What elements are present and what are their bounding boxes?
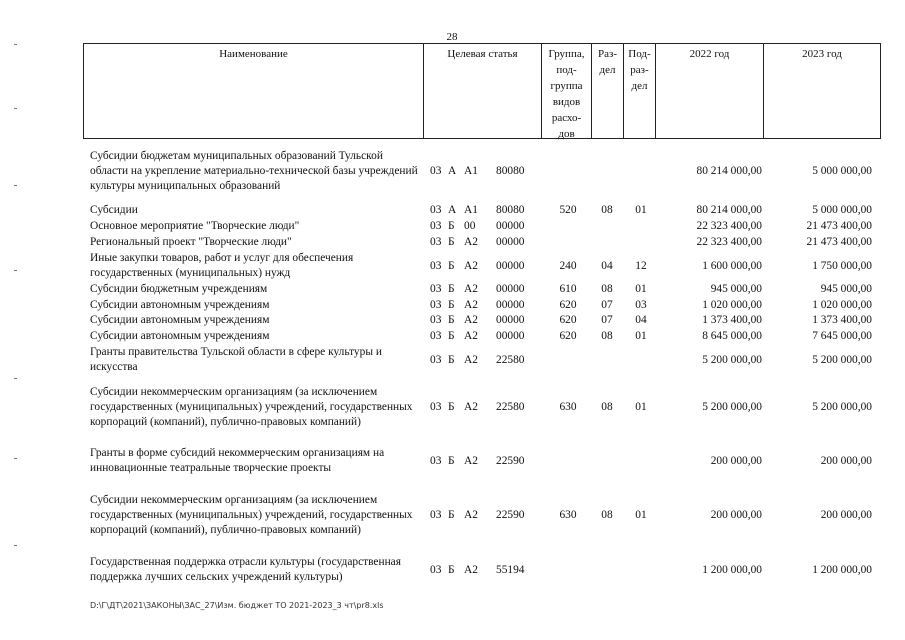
page-number: 28 [446, 31, 458, 43]
row-code-direction: 00000 [496, 236, 525, 248]
scan-mark [14, 270, 17, 271]
header-target-article: Целевая статья [424, 44, 542, 138]
row-expense-group [548, 446, 588, 476]
row-amount-2022: 22 323 400,00 [696, 220, 762, 232]
header-year-2022: 2022 год [656, 44, 764, 138]
row-amount-2023: 21 473 400,00 [806, 220, 872, 232]
row-amount-2023: 5 200 000,00 [812, 401, 872, 413]
row-code-program: 03 [430, 204, 442, 216]
row-code-direction: 80080 [496, 165, 525, 177]
table-row [90, 202, 882, 218]
table-row [90, 251, 882, 281]
table-row [90, 297, 882, 313]
row-code-subprogram: Б [448, 564, 455, 576]
row-amount-2023: 7 645 000,00 [812, 330, 872, 342]
table-header [83, 43, 881, 139]
row-code-subprogram: Б [448, 455, 455, 467]
row-code-direction: 55194 [496, 564, 525, 576]
row-code-program: 03 [430, 314, 442, 326]
table-row [90, 218, 882, 234]
row-code-event: А2 [464, 564, 478, 576]
row-section [594, 446, 620, 476]
row-code-subprogram: А [448, 165, 457, 177]
row-code-program: 03 [430, 283, 442, 295]
row-name: Иные закупки товаров, работ и услуг для обеспечения государственных (муниципальных) нужд [90, 252, 354, 279]
row-name: Гранты правительства Тульской области в сфере культуры и искусства [90, 346, 382, 373]
row-section [594, 234, 620, 250]
row-expense-group: 620 [559, 299, 577, 311]
row-code-event: А2 [464, 354, 478, 366]
row-subsection [628, 147, 654, 195]
row-amount-2023: 5 200 000,00 [812, 354, 872, 366]
scan-mark [14, 545, 17, 546]
row-code-direction: 00000 [496, 260, 525, 272]
row-amount-2022: 8 645 000,00 [702, 330, 762, 342]
row-expense-group [548, 234, 588, 250]
row-section: 08 [601, 401, 613, 413]
row-code-subprogram: Б [448, 220, 455, 232]
row-code-direction: 00000 [496, 299, 525, 311]
row-code-event: А1 [464, 165, 478, 177]
row-code-direction: 00000 [496, 314, 525, 326]
row-code-event: А2 [464, 330, 478, 342]
row-code-program: 03 [430, 330, 442, 342]
row-code-event: А2 [464, 455, 478, 467]
header-section: Раз- дел [592, 44, 624, 138]
row-code-subprogram: Б [448, 330, 455, 342]
row-code-event: А2 [464, 314, 478, 326]
row-expense-group: 630 [559, 509, 577, 521]
row-subsection: 12 [635, 260, 647, 272]
row-amount-2022: 22 323 400,00 [696, 236, 762, 248]
row-code-program: 03 [430, 236, 442, 248]
row-code-event: А2 [464, 236, 478, 248]
row-name: Субсидии автономным учреждениям [90, 313, 270, 326]
row-subsection [628, 548, 654, 592]
row-code-direction: 22590 [496, 455, 525, 467]
row-code-subprogram: Б [448, 314, 455, 326]
row-code-program: 03 [430, 401, 442, 413]
row-subsection [628, 234, 654, 250]
row-expense-group [548, 147, 588, 195]
scan-mark [14, 185, 17, 186]
row-code-direction: 22580 [496, 354, 525, 366]
row-section [594, 345, 620, 375]
scan-mark [14, 108, 17, 109]
row-code-direction: 80080 [496, 204, 525, 216]
row-code-program: 03 [430, 564, 442, 576]
row-code-event: А2 [464, 283, 478, 295]
scan-mark [14, 378, 17, 379]
row-code-event: А2 [464, 299, 478, 311]
row-expense-group: 240 [559, 260, 577, 272]
scan-mark [14, 458, 17, 459]
table-row [90, 147, 882, 195]
row-section [594, 147, 620, 195]
row-code-program: 03 [430, 165, 442, 177]
row-code-subprogram: Б [448, 401, 455, 413]
row-section [594, 548, 620, 592]
row-section: 04 [601, 260, 613, 272]
header-subsection: Под- раз- дел [624, 44, 656, 138]
row-code-program: 03 [430, 260, 442, 272]
file-path-footer: D:\Г\ДТ\2021\ЗАКОНЫ\ЗАС_27\Изм. бюджет ТО 2021-2023_3 чт\pr8.xls [90, 601, 384, 610]
table-row [90, 234, 882, 250]
row-expense-group [548, 218, 588, 234]
row-expense-group [548, 548, 588, 592]
row-code-direction: 22590 [496, 509, 525, 521]
row-expense-group: 630 [559, 401, 577, 413]
row-subsection [628, 345, 654, 375]
row-name: Региональный проект "Творческие люди" [90, 235, 292, 248]
header-expense-group: Группа, под- группа видов расхо- дов [542, 44, 592, 138]
row-amount-2022: 5 200 000,00 [702, 354, 762, 366]
row-amount-2023: 1 200 000,00 [812, 564, 872, 576]
row-name: Субсидии бюджетным учреждениям [90, 282, 268, 295]
row-name: Государственная поддержка отрасли культуры (государственная поддержка лучших сельских учреждений культуры) [90, 556, 401, 583]
row-section: 08 [601, 509, 613, 521]
scan-mark [14, 44, 17, 45]
row-subsection: 04 [635, 314, 647, 326]
row-amount-2022: 1 200 000,00 [702, 564, 762, 576]
row-code-event: А2 [464, 401, 478, 413]
row-code-direction: 22580 [496, 401, 525, 413]
row-amount-2022: 5 200 000,00 [702, 401, 762, 413]
row-section: 08 [601, 283, 613, 295]
row-amount-2022: 945 000,00 [710, 283, 762, 295]
row-code-subprogram: Б [448, 236, 455, 248]
table-row [90, 376, 882, 438]
row-amount-2023: 1 750 000,00 [812, 260, 872, 272]
row-name: Гранты в форме субсидий некоммерческим организациям на инновационные театральные творческие проекты [90, 447, 385, 474]
row-amount-2023: 945 000,00 [820, 283, 872, 295]
row-section: 08 [601, 204, 613, 216]
row-subsection: 01 [635, 330, 647, 342]
table-row [90, 328, 882, 344]
row-amount-2022: 80 214 000,00 [696, 204, 762, 216]
row-amount-2023: 200 000,00 [820, 455, 872, 467]
row-section: 07 [601, 299, 613, 311]
row-name: Субсидии автономным учреждениям [90, 298, 270, 311]
row-expense-group: 620 [559, 330, 577, 342]
row-name: Субсидии некоммерческим организациям (за исключением государственных (муниципальных) учреждений, государственных корпораций (компаний), публично-правовых компаний) [90, 385, 413, 428]
row-name: Субсидии [90, 203, 138, 216]
row-section [594, 218, 620, 234]
row-amount-2023: 1 020 000,00 [812, 299, 872, 311]
row-code-program: 03 [430, 220, 442, 232]
row-code-direction: 00000 [496, 283, 525, 295]
row-code-subprogram: Б [448, 509, 455, 521]
header-year-2023: 2023 год [802, 48, 842, 60]
row-subsection: 01 [635, 204, 647, 216]
row-code-subprogram: Б [448, 354, 455, 366]
row-subsection [628, 218, 654, 234]
row-amount-2023: 5 000 000,00 [812, 165, 872, 177]
row-name: Основное мероприятие "Творческие люди" [90, 219, 300, 232]
row-subsection: 01 [635, 509, 647, 521]
row-code-subprogram: А [448, 204, 457, 216]
table-row [90, 484, 882, 546]
row-amount-2023: 21 473 400,00 [806, 236, 872, 248]
row-name: Субсидии автономным учреждениям [90, 329, 270, 342]
row-amount-2023: 200 000,00 [820, 509, 872, 521]
row-section: 08 [601, 330, 613, 342]
table-row [90, 548, 882, 592]
row-code-program: 03 [430, 354, 442, 366]
table-row [90, 281, 882, 297]
row-code-event: А2 [464, 260, 478, 272]
row-code-event: 00 [464, 220, 476, 232]
row-amount-2022: 1 020 000,00 [702, 299, 762, 311]
row-expense-group: 610 [559, 283, 577, 295]
row-code-direction: 00000 [496, 330, 525, 342]
header-name: Наименование [84, 44, 424, 138]
table-row [90, 345, 882, 375]
row-expense-group: 520 [559, 204, 577, 216]
row-code-program: 03 [430, 509, 442, 521]
row-subsection: 01 [635, 283, 647, 295]
row-amount-2023: 5 000 000,00 [812, 204, 872, 216]
row-subsection: 03 [635, 299, 647, 311]
row-code-program: 03 [430, 299, 442, 311]
row-name: Субсидии некоммерческим организациям (за исключением государственных (муниципальных) учреждений, государственных корпораций (компаний), публично-правовых компаний) [90, 493, 413, 536]
row-code-direction: 00000 [496, 220, 525, 232]
row-amount-2022: 80 214 000,00 [696, 165, 762, 177]
row-section: 07 [601, 314, 613, 326]
row-amount-2023: 1 373 400,00 [812, 314, 872, 326]
row-subsection: 01 [635, 401, 647, 413]
row-code-event: А1 [464, 204, 478, 216]
table-row [90, 446, 882, 476]
row-amount-2022: 200 000,00 [710, 455, 762, 467]
row-expense-group: 620 [559, 314, 577, 326]
row-code-program: 03 [430, 455, 442, 467]
row-expense-group [548, 345, 588, 375]
row-subsection [628, 446, 654, 476]
row-code-subprogram: Б [448, 283, 455, 295]
row-code-subprogram: Б [448, 260, 455, 272]
row-amount-2022: 200 000,00 [710, 509, 762, 521]
row-code-event: А2 [464, 509, 478, 521]
row-code-subprogram: Б [448, 299, 455, 311]
table-row [90, 312, 882, 328]
row-amount-2022: 1 600 000,00 [702, 260, 762, 272]
row-amount-2022: 1 373 400,00 [702, 314, 762, 326]
row-name: Субсидии бюджетам муниципальных образований Тульской области на укрепление материально-технической базы учреждений культуры муниципальных образований [90, 149, 418, 192]
